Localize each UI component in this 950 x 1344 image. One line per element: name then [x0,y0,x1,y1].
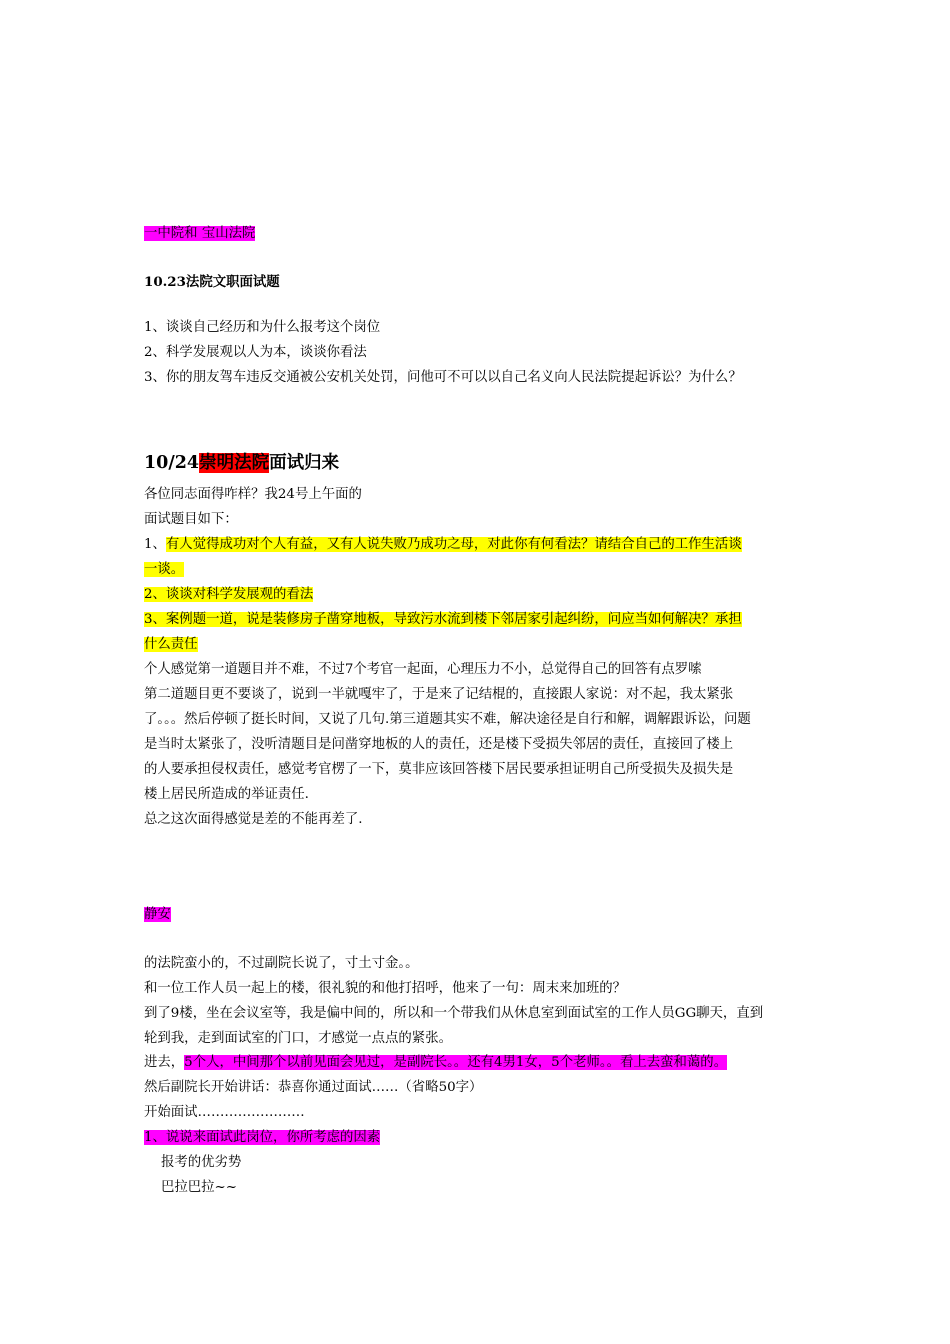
section3-line-4: 轮到我，走到面试室的门口，才感觉一点点的紧张。 [144,1031,452,1046]
section2-intro-2: 面试题目如下： [144,512,238,527]
section3-line-7: 开始面试…………………… [144,1105,305,1120]
section3-line-5: 进去，5个人，中间那个以前见面会见过，是副院长。。还有4男1女，5个老师。。看上去蛮和蔼的。 [144,1055,728,1070]
section2-question-1-cont: 一谈。 [144,562,185,577]
section2-paragraph-2-line-5: 楼上居民所造成的举证责任. [144,787,309,802]
section2-paragraph-2-line-4: 的人要承担侵权责任，感觉考官楞了一下，莫非应该回答楼下居民要承担证明自己所受损失及损失是 [144,762,734,777]
section1-tag-highlight: 一中院和 宝山法院 [144,226,256,241]
section3-line-1: 的法院蛮小的，不过副院长说了，寸土寸金。。 [144,956,419,971]
section2-paragraph-3: 总之这次面得感觉是差的不能再差了. [144,812,363,827]
section2-paragraph-2-line-2: 了。。。然后停顿了挺长时间，又说了几句.第三道题其实不难，解决途径是自行和解，调解跟诉讼，问题 [144,712,751,727]
section2-paragraph-1: 个人感觉第一道题目并不难，不过7个考官一起面，心理压力不小，总觉得自己的回答有点罗嗦 [144,662,702,677]
section2-question-3-cont: 什么责任 [144,637,198,652]
section2-intro-1: 各位同志面得咋样？我24号上午面的 [144,487,362,502]
section2-question-3: 3、案例题一道，说是装修房子凿穿地板，导致污水流到楼下邻居家引起纠纷，问应当如何解决？承担 [144,612,742,627]
section1-question-3: 3、你的朋友驾车违反交通被公安机关处罚，问他可不可以以自己名义向人民法院提起诉讼？为什么？ [144,370,742,385]
section3-line-10: 巴拉巴拉~~ [161,1180,238,1195]
section2-question-1 [144,537,742,553]
section3-line-2: 和一位工作人员一起上的楼，很礼貌的和他打招呼，他来了一句：周末来加班的？ [144,981,627,996]
section2-heading-suffix: 面试归来 [269,453,340,473]
section1-tag [144,226,255,242]
section3-question-1: 1、说说来面试此岗位，你所考虑的因素 [144,1130,381,1145]
section2-question-1-text: 有人觉得成功对个人有益，又有人说失败乃成功之母，对此你有何看法？请结合自己的工作生活谈 [165,537,742,552]
section1-question-2: 2、科学发展观以人为本，谈谈你看法 [144,345,367,360]
section1-title: 10.23法院文职面试题 [144,274,280,290]
section1-question-1: 1、谈谈自己经历和为什么报考这个岗位 [144,320,381,335]
section3-tag [144,907,171,923]
section2-paragraph-2-line-3: 是当时太紧张了，没听清题目是问凿穿地板的人的责任，还是楼下受损失邻居的责任，直接回了楼上 [144,737,734,752]
section2-question-2: 2、谈谈对科学发展观的看法 [144,587,314,602]
section2-heading-court: 崇明法院 [199,453,270,473]
section2-heading-date: 10/24 [144,453,200,473]
section3-tag-highlight: 静安 [144,907,171,922]
section3-line-9: 报考的优劣势 [161,1155,242,1170]
section3-line-5-highlight: 5个人，中间那个以前见面会见过，是副院长。。还有4男1女，5个老师。。看上去蛮和蔼的。 [184,1055,728,1070]
section3-line-6: 然后副院长开始讲话：恭喜你通过面试……（省略50字） [144,1080,483,1095]
section2-paragraph-2-line-1: 第二道题目更不要谈了，说到一半就嘎牢了，于是来了记结棍的，直接跟人家说：对不起，我太紧张 [144,687,734,702]
section3-line-3: 到了9楼，坐在会议室等，我是偏中间的，所以和一个带我们从休息室到面试室的工作人员GG聊天，直到 [144,1006,764,1021]
section2-heading [144,452,339,474]
section2-question-1-number: 1、 [144,537,166,552]
